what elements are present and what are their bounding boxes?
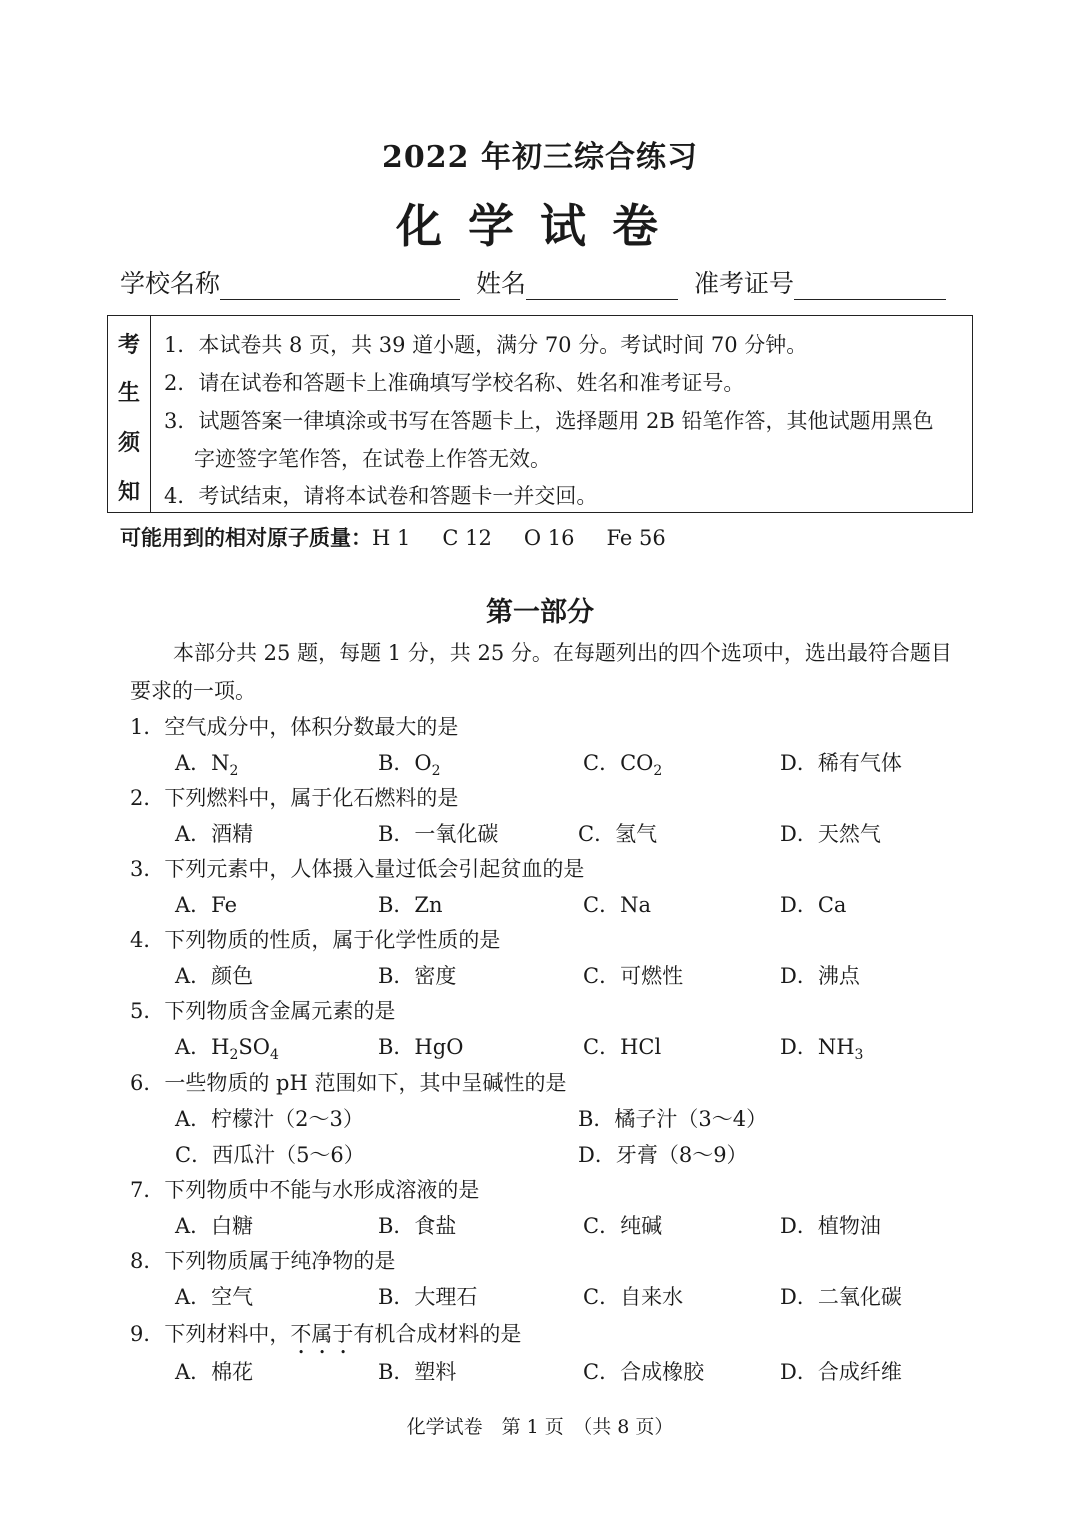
- answer-option[interactable]: D．合成纤维: [780, 1360, 902, 1384]
- emphasized-text: 不属于: [290, 1322, 354, 1346]
- atomic-mass-line: [120, 522, 666, 552]
- question-stem: 6．一些物质的 pH 范围如下，其中呈碱性的是: [130, 1071, 567, 1095]
- name-label: 姓名: [476, 269, 527, 298]
- id-label: 准考证号: [694, 269, 795, 298]
- atomic-mass-value: H 1: [372, 526, 411, 550]
- answer-option[interactable]: A．$H_2SO_4$: [175, 1035, 279, 1064]
- notice-item: 字迹签字笔作答，在试卷上作答无效。: [194, 447, 551, 471]
- notice-heading: [108, 316, 151, 512]
- notice-item: 3．试题答案一律填涂或书写在答题卡上，选择题用 2B 铅笔作答，其他试题用黑色: [164, 409, 934, 433]
- school-label: 学校名称: [120, 269, 221, 298]
- section-instructions: 要求的一项。: [130, 679, 256, 703]
- notice-item: 4．考试结束，请将本试卷和答题卡一并交回。: [164, 484, 598, 508]
- answer-option[interactable]: A．白糖: [175, 1214, 254, 1238]
- answer-option[interactable]: C．氢气: [578, 822, 658, 846]
- atomic-mass-value: Fe 56: [606, 526, 666, 550]
- answer-option[interactable]: C．Na: [583, 893, 651, 917]
- answer-option[interactable]: A．Fe: [175, 893, 238, 917]
- notice-item: 1．本试卷共 8 页，共 39 道小题，满分 70 分。考试时间 70 分钟。: [164, 333, 808, 357]
- answer-option[interactable]: C．$CO_2$: [583, 751, 663, 780]
- answer-option[interactable]: D．植物油: [780, 1214, 881, 1238]
- section-instructions: 本部分共 25 题，每题 1 分，共 25 分。在每题列出的四个选项中，选出最符合题目: [173, 641, 952, 665]
- answer-option[interactable]: B．食盐: [378, 1214, 457, 1238]
- answer-option[interactable]: D．$NH_3$: [780, 1035, 864, 1064]
- notice-heading-char: 须: [117, 431, 140, 456]
- answer-option[interactable]: A．颜色: [175, 964, 254, 988]
- answer-option[interactable]: B．HgO: [378, 1035, 464, 1059]
- notice-heading-char: 生: [117, 381, 140, 406]
- exam-title: 化学试卷: [396, 199, 684, 253]
- question-stem: 7．下列物质中不能与水形成溶液的是: [130, 1178, 480, 1202]
- exam-id-field[interactable]: [794, 273, 946, 300]
- answer-option[interactable]: B．Zn: [378, 893, 443, 917]
- answer-option[interactable]: D．牙膏（8～9）: [578, 1143, 748, 1167]
- school-name-field[interactable]: [220, 273, 460, 300]
- notice-item: 2．请在试卷和答题卡上准确填写学校名称、姓名和准考证号。: [164, 371, 745, 395]
- exam-notice-box: [107, 315, 973, 513]
- answer-option[interactable]: B．大理石: [378, 1285, 478, 1309]
- section-title: 第一部分: [486, 597, 594, 628]
- notice-heading-char: 知: [117, 480, 140, 505]
- answer-option[interactable]: A．酒精: [175, 822, 254, 846]
- question-stem: 5．下列物质含金属元素的是: [130, 999, 396, 1023]
- answer-option[interactable]: C．纯碱: [583, 1214, 663, 1238]
- answer-option[interactable]: C．自来水: [583, 1285, 684, 1309]
- answer-option[interactable]: B．塑料: [378, 1360, 457, 1384]
- answer-option[interactable]: D．二氧化碳: [780, 1285, 902, 1309]
- question-stem: 9．下列材料中，不属于有机合成材料的是: [130, 1322, 522, 1346]
- answer-option[interactable]: C．合成橡胶: [583, 1360, 705, 1384]
- answer-option[interactable]: A．棉花: [175, 1360, 254, 1384]
- page-footer: 化学试卷 第 1 页 （共 8 页）: [406, 1416, 674, 1438]
- answer-option[interactable]: D．稀有气体: [780, 751, 902, 775]
- atomic-mass-value: C 12: [442, 526, 492, 550]
- answer-option[interactable]: B．$O_2$: [378, 751, 441, 780]
- answer-option[interactable]: A．柠檬汁（2～3）: [175, 1107, 364, 1131]
- answer-option[interactable]: C．HCl: [583, 1035, 662, 1059]
- notice-heading-char: 考: [117, 333, 140, 358]
- question-stem: 8．下列物质属于纯净物的是: [130, 1249, 396, 1273]
- question-stem: 3．下列元素中，人体摄入量过低会引起贫血的是: [130, 857, 585, 881]
- question-stem: 1．空气成分中，体积分数最大的是: [130, 715, 459, 739]
- answer-option[interactable]: D．沸点: [780, 964, 860, 988]
- answer-option[interactable]: C．可燃性: [583, 964, 684, 988]
- answer-option[interactable]: B．橘子汁（3～4）: [578, 1107, 768, 1131]
- atomic-mass-value: O 16: [523, 526, 575, 550]
- answer-option[interactable]: D．天然气: [780, 822, 881, 846]
- answer-option[interactable]: D．Ca: [780, 893, 847, 917]
- answer-option[interactable]: A．空气: [175, 1285, 254, 1309]
- student-info-row: [120, 264, 960, 300]
- atomic-mass-label: 可能用到的相对原子质量：: [120, 526, 372, 550]
- answer-option[interactable]: B．密度: [378, 964, 457, 988]
- answer-option[interactable]: C．西瓜汁（5～6）: [175, 1143, 365, 1167]
- answer-option[interactable]: B．一氧化碳: [378, 822, 499, 846]
- answer-option[interactable]: A．$N_2$: [175, 751, 239, 780]
- exam-subtitle: 2022 年初三综合练习: [382, 140, 698, 175]
- question-stem: 4．下列物质的性质，属于化学性质的是: [130, 928, 501, 952]
- question-stem: 2．下列燃料中，属于化石燃料的是: [130, 786, 459, 810]
- student-name-field[interactable]: [526, 273, 678, 300]
